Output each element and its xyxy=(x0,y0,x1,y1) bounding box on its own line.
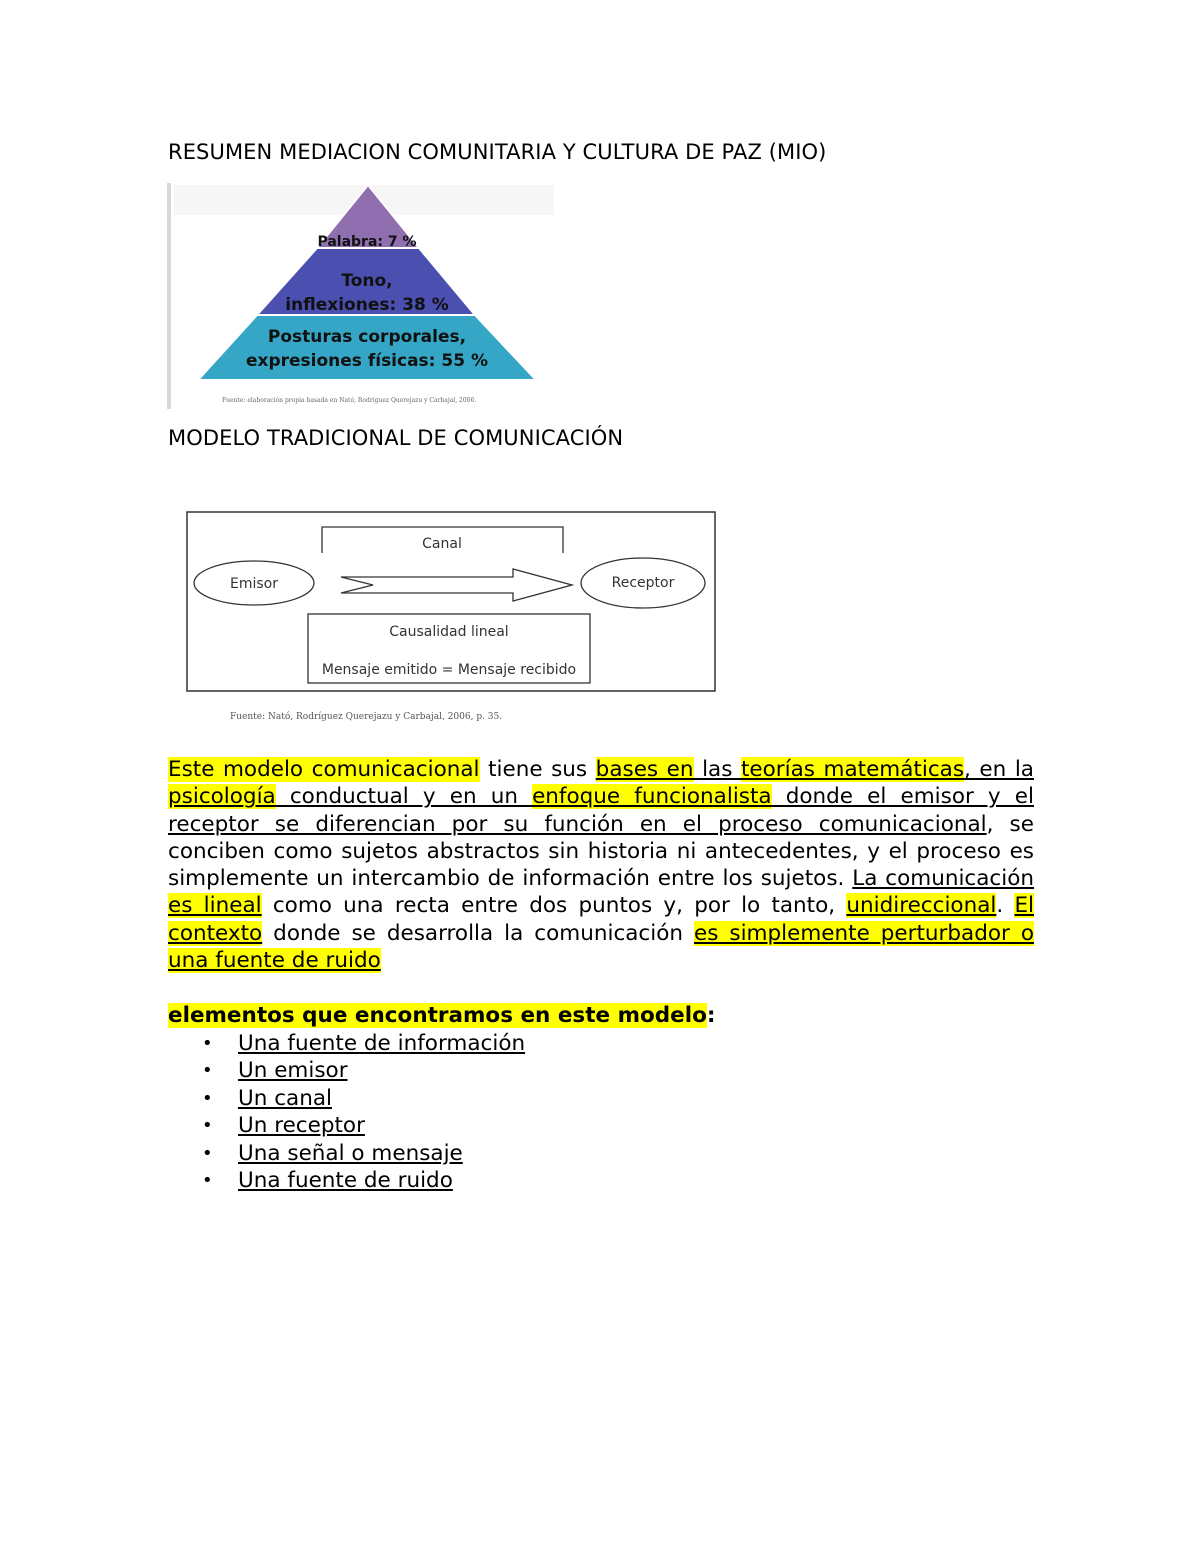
bullet-icon: • xyxy=(202,1115,213,1137)
sender-label: Emisor xyxy=(230,576,278,592)
highlighted-underlined-segment: es lineal xyxy=(168,893,262,919)
underlined-segment: conductual y en un xyxy=(275,784,533,810)
highlighted-underlined-segment: unidireccional xyxy=(846,893,997,919)
communication-diagram xyxy=(186,511,716,692)
bullet-icon: • xyxy=(202,1142,213,1164)
elements-list xyxy=(168,1030,525,1194)
pyramid-label-middle-1: Tono, xyxy=(341,271,393,291)
pyramid-figure xyxy=(166,183,566,409)
elements-heading xyxy=(168,1003,715,1028)
highlighted-underlined-segment: teorías matemáticas xyxy=(740,757,965,782)
highlighted-underlined-segment: psicología xyxy=(168,784,276,810)
list-item xyxy=(168,1167,525,1194)
text-segment: como una recta entre dos puntos y, por lo tanto, xyxy=(261,893,847,919)
causality-label: Causalidad lineal xyxy=(389,624,509,640)
text-segment: , se conciben como sujetos abstractos sin historia ni antecedentes, y el proceso es simplemente un intercambio de información entre los sujetos. xyxy=(168,811,1034,892)
list-item-text: Un receptor xyxy=(238,1113,365,1139)
section-title: MODELO TRADICIONAL DE COMUNICACIÓN xyxy=(168,426,624,450)
list-item xyxy=(168,1140,525,1167)
underlined-segment: La comunicación xyxy=(852,866,1034,892)
highlighted-underlined-segment: El contexto xyxy=(168,893,1034,946)
highlighted-underlined-segment: es simplemente perturbador o una fuente de ruido xyxy=(168,920,1034,974)
bullet-icon: • xyxy=(202,1087,213,1109)
text-segment: tiene sus xyxy=(479,757,596,782)
bullet-icon: • xyxy=(202,1060,213,1082)
highlighted-underlined-segment: bases en xyxy=(595,757,694,782)
text-segment: . xyxy=(996,893,1015,919)
list-item-text: Una fuente de información xyxy=(238,1031,526,1056)
pyramid-label-bottom-1: Posturas corporales, xyxy=(267,327,467,347)
bullet-icon: • xyxy=(202,1169,213,1191)
diagram-source-caption: Fuente: Nató, Rodríguez Querejazu y Carbajal, 2006, p. 35. xyxy=(230,712,503,722)
pyramid-label-middle-2: inflexiones: 38 % xyxy=(285,295,449,315)
elements-heading-text: elementos que encontramos en este modelo xyxy=(168,1003,707,1028)
list-item-text: Una señal o mensaje xyxy=(238,1140,463,1166)
underlined-segment: donde el emisor y el receptor se diferencian por su función en el proceso comunicacional xyxy=(168,784,1034,837)
underlined-segment: , en la xyxy=(964,757,1034,782)
pyramid-caption: Fuente: elaboración propia basada en Nató, Rodríguez Querejazu y Carbajal, 2006. xyxy=(222,397,477,404)
list-item-text: Un emisor xyxy=(238,1058,348,1084)
list-item xyxy=(168,1057,525,1084)
body-paragraph xyxy=(168,756,1034,974)
underlined-segment: las xyxy=(693,757,741,782)
channel-label: Canal xyxy=(422,536,462,552)
elements-heading-colon: : xyxy=(706,1003,716,1028)
pyramid-svg xyxy=(166,183,566,409)
bullet-icon: • xyxy=(202,1033,213,1054)
highlighted-underlined-segment: enfoque funcionalista xyxy=(532,784,772,810)
text-segment: Este modelo comunicacional xyxy=(168,757,480,782)
receiver-label: Receptor xyxy=(611,575,675,591)
pyramid-label-top: Palabra: 7 % xyxy=(317,234,417,250)
list-item-text: Un canal xyxy=(238,1085,332,1111)
list-item xyxy=(168,1112,525,1139)
list-item-text: Una fuente de ruido xyxy=(238,1167,453,1193)
message-equation: Mensaje emitido = Mensaje recibido xyxy=(321,662,577,678)
text-segment: donde se desarrolla la comunicación xyxy=(262,920,694,946)
pyramid-label-bottom-2: expresiones físicas: 55 % xyxy=(245,351,489,371)
diagram-svg xyxy=(186,511,716,692)
list-item xyxy=(168,1085,525,1112)
document-title: RESUMEN MEDIACION COMUNITARIA Y CULTURA DE PAZ (MIO) xyxy=(168,140,827,164)
list-item xyxy=(168,1030,525,1057)
